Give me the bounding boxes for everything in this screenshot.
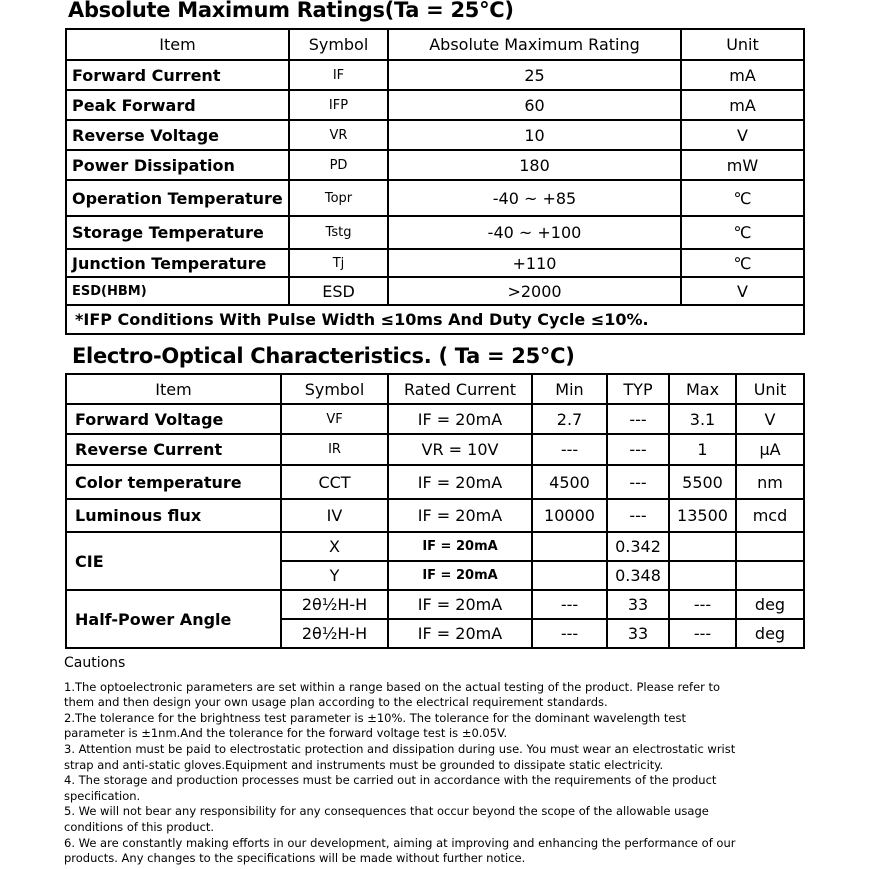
row-symbol: Tstg [289,216,388,249]
header-rated-current: Rated Current [388,374,532,404]
row-symbol: IF [289,60,388,90]
row-max: 5500 [669,465,736,499]
row-current: IF = 20mA [388,619,532,648]
row-min: 10000 [532,499,607,532]
row-max: 13500 [669,499,736,532]
table-row [66,90,804,120]
row-symbol: VR [289,120,388,150]
row-symbol: PD [289,150,388,180]
row-unit: nm [736,465,804,499]
row-item: Operation Temperature [66,180,289,216]
row-current: IF = 20mA [388,465,532,499]
row-symbol: IR [281,434,388,465]
header-typ: TYP [607,374,669,404]
caution-item: 6. We are constantly making efforts in our development, aiming at improving and enhancing the performance of our products. Any changes to the specifications will be made without further notice. [64,835,736,866]
row-unit: ℃ [681,216,804,249]
row-current: IF = 20mA [388,404,532,434]
row-min [532,561,607,590]
cautions-title: Cautions [64,655,126,671]
row-typ: 0.342 [607,532,669,561]
row-typ: --- [607,499,669,532]
cie-item: CIE [66,532,281,590]
header-rating: Absolute Maximum Rating [388,29,681,60]
row-symbol: 2θ½H-H [281,590,388,619]
row-unit [736,561,804,590]
row-item: Forward Current [66,60,289,90]
row-item: Power Dissipation [66,150,289,180]
row-typ: 33 [607,590,669,619]
row-unit: μA [736,434,804,465]
row-item: Storage Temperature [66,216,289,249]
row-symbol: VF [281,404,388,434]
row-unit: mW [681,150,804,180]
header-item: Item [66,29,289,60]
row-current: IF = 20mA [388,532,532,561]
row-symbol: IV [281,499,388,532]
row-current: IF = 20mA [388,590,532,619]
table-row [66,216,804,249]
row-min: --- [532,590,607,619]
row-symbol: IFP [289,90,388,120]
row-unit: ℃ [681,180,804,216]
ifp-note: *IFP Conditions With Pulse Width ≤10ms And Duty Cycle ≤10%. [66,305,804,334]
row-min: 2.7 [532,404,607,434]
table-header-row [66,374,804,404]
caution-item: 1.The optoelectronic parameters are set within a range based on the actual testing of the product. Please refer to them and then design your own usage plan according to the electrical requirement standards. [64,679,721,710]
row-unit: mcd [736,499,804,532]
table-row [66,150,804,180]
row-symbol: CCT [281,465,388,499]
table-row [66,60,804,90]
half-power-item: Half-Power Angle [66,590,281,648]
row-unit: V [736,404,804,434]
row-unit: V [681,277,804,305]
row-value: 60 [388,90,681,120]
row-value: -40 ~ +85 [388,180,681,216]
row-symbol: Topr [289,180,388,216]
eoc-title: Electro-Optical Characteristics. ( Ta = 25°C) [72,344,575,368]
header-unit: Unit [681,29,804,60]
row-typ: --- [607,404,669,434]
caution-item: 2.The tolerance for the brightness test parameter is ±10%. The tolerance for the dominant wavelength test parameter is ±1nm.And the tolerance for the forward voltage test is ±0.05V. [64,710,686,741]
row-typ: 0.348 [607,561,669,590]
table-row [66,277,804,305]
row-symbol: ESD [289,277,388,305]
row-value: 10 [388,120,681,150]
row-item: Reverse Voltage [66,120,289,150]
row-item: Luminous flux [66,499,281,532]
row-typ: --- [607,465,669,499]
row-unit: deg [736,619,804,648]
table-row [66,499,804,532]
cautions-section [64,656,744,867]
row-max [669,561,736,590]
row-max: --- [669,619,736,648]
table-row [66,532,804,561]
header-max: Max [669,374,736,404]
header-min: Min [532,374,607,404]
table-row [66,404,804,434]
row-item: Junction Temperature [66,249,289,277]
row-symbol: X [281,532,388,561]
row-max: 1 [669,434,736,465]
row-item: ESD(HBM) [66,277,289,305]
row-max: 3.1 [669,404,736,434]
table-row [66,180,804,216]
row-item: Forward Voltage [66,404,281,434]
row-symbol: Y [281,561,388,590]
row-value: 25 [388,60,681,90]
header-item: Item [66,374,281,404]
table-row [66,434,804,465]
absolute-maximum-ratings-table [65,28,805,335]
row-symbol: 2θ½H-H [281,619,388,648]
row-max: --- [669,590,736,619]
row-value: -40 ~ +100 [388,216,681,249]
row-item: Color temperature [66,465,281,499]
row-unit: ℃ [681,249,804,277]
row-current: IF = 20mA [388,499,532,532]
table-note-row [66,305,804,334]
row-typ: --- [607,434,669,465]
row-value: +110 [388,249,681,277]
header-symbol: Symbol [281,374,388,404]
row-max [669,532,736,561]
caution-item: 5. We will not bear any responsibility for any consequences that occur beyond the scope of the allowable usage conditions of this product. [64,804,709,834]
row-unit: deg [736,590,804,619]
electro-optical-table [65,373,805,649]
amr-title: Absolute Maximum Ratings(Ta = 25°C) [68,0,514,22]
row-item: Peak Forward [66,90,289,120]
row-unit: V [681,120,804,150]
table-row [66,465,804,499]
row-min: --- [532,619,607,648]
row-current: VR = 10V [388,434,532,465]
row-unit: mA [681,60,804,90]
header-symbol: Symbol [289,29,388,60]
row-min: --- [532,434,607,465]
row-current: IF = 20mA [388,561,532,590]
row-symbol: Tj [289,249,388,277]
table-row [66,120,804,150]
header-unit: Unit [736,374,804,404]
row-value: 180 [388,150,681,180]
table-header-row [66,29,804,60]
row-typ: 33 [607,619,669,648]
table-row [66,249,804,277]
row-min: 4500 [532,465,607,499]
row-value: >2000 [388,277,681,305]
table-row [66,590,804,619]
row-unit: mA [681,90,804,120]
row-unit [736,532,804,561]
caution-item: 3. Attention must be paid to electrostatic protection and dissipation during use. You must wear an electrostatic wrist strap and anti-static gloves.Equipment and instruments must be grounded to dissipate static electricity. [64,741,736,772]
row-min [532,532,607,561]
row-item: Reverse Current [66,434,281,465]
caution-item: 4. The storage and production processes must be carried out in accordance with the requirements of the product specification. [64,773,717,803]
